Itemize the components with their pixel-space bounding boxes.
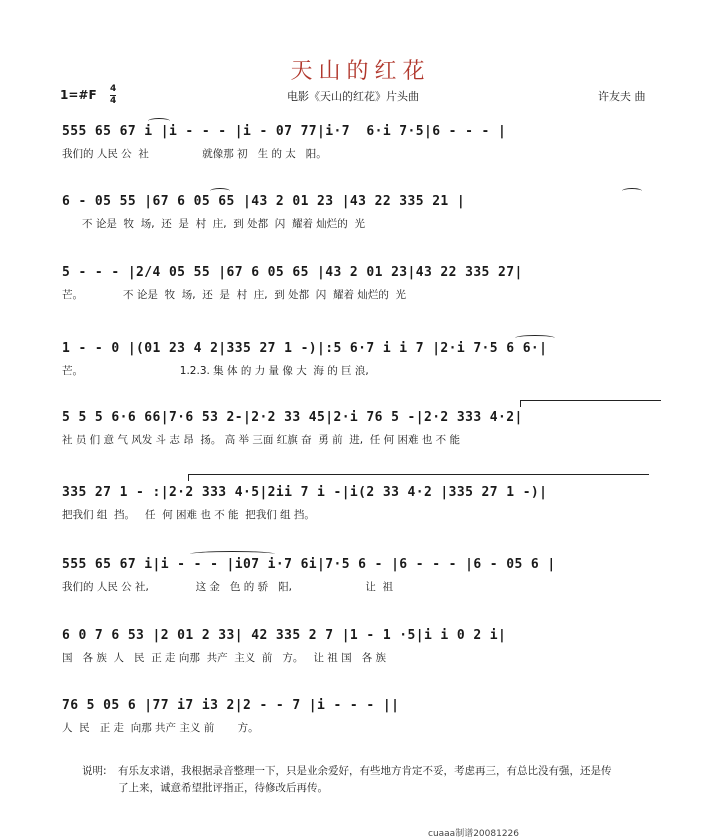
score-line-notes: 555 65 67 i|i - - - |i07 i·7 6i|7·5 6 - |6 - - - |6 - 05 6 |: [62, 557, 556, 572]
score-line: [62, 123, 662, 161]
footer-note: [82, 763, 618, 797]
score-line-lyrics: 我们的 人民 公 社, 这 金 色 的 骄 阳, 让 祖: [62, 581, 394, 593]
song-title: 天山的红花: [290, 59, 431, 84]
score-line-notes: 76 5 05 6 |77 i7 i3 2|2 - - 7 |i - - - ||: [62, 698, 400, 713]
score-line-notes: 1 - - 0 |(01 23 4 2|335 27 1 -)|:5 6·7 i i 7 |2·i 7·5 6 6·|: [62, 341, 548, 356]
time-signature-top: 4: [110, 84, 117, 94]
time-signature-bottom: 4: [110, 96, 117, 106]
subtitle: 电影《天山的红花》片头曲: [287, 90, 419, 103]
score-line-lyrics: 社 员 们 意 气 风发 斗 志 昂 扬。 高 举 三面 红旗 奋 勇 前 进, 任 何 困难 也 不 能: [62, 434, 460, 446]
slur: [515, 335, 555, 341]
score-line: [62, 697, 662, 735]
score-line: [62, 193, 662, 231]
volta-bracket: [188, 474, 649, 481]
score-line-notes: 555 65 67 i |i - - - |i - 07 77|i·7 6·i 7·5|6 - - - |: [62, 124, 507, 139]
score-line-lyrics: 人 民 正 走 向那 共产 主义 前 方。: [62, 722, 259, 734]
slur: [148, 118, 170, 124]
key-signature: 1=#F: [60, 88, 97, 102]
composer: 许友夫 曲: [598, 90, 646, 103]
score-line-notes: 6 0 7 6 53 |2 01 2 33| 42 335 2 7 |1 - 1 ·5|i i 0 2 i|: [62, 628, 507, 643]
score-line: [62, 264, 662, 302]
score-line: [62, 627, 662, 665]
time-signature: [110, 85, 116, 106]
score-line-lyrics: 国 各 族 人 民 正 走 向那 共产 主义 前 方。 让 祖 国 各 族: [62, 652, 386, 664]
footer-note-label: 说明:: [82, 765, 107, 777]
score-line-lyrics: 把我们 组 挡。 任 何 困难 也 不 能 把我们 组 挡。: [62, 509, 315, 521]
watermark: cuaaa制谱20081226: [428, 829, 520, 839]
score-line-notes: 6 - 05 55 |67 6 05 65 |43 2 01 23 |43 22 335 21 |: [62, 194, 466, 209]
score-line: [62, 340, 662, 378]
score-line: [62, 409, 662, 447]
score-line-lyrics: 我们的 人民 公 社 就像那 初 生 的 太 阳。: [62, 148, 327, 160]
score-line-lyrics: 芒。 1.2.3. 集 体 的 力 量 像 大 海 的 巨 浪,: [62, 365, 369, 377]
score-line: [62, 484, 662, 522]
slur: [622, 188, 642, 194]
slur: [210, 188, 230, 194]
score-line-lyrics: 不 论是 牧 场, 还 是 村 庄, 到 处都 闪 耀着 灿烂的 光: [62, 218, 365, 230]
score-line-notes: 335 27 1 - :|2·2 333 4·5|2ii 7 i -|i(2 33 4·2 |335 27 1 -)|: [62, 485, 548, 500]
score-line: [62, 556, 662, 594]
score-line-lyrics: 芒。 不 论是 牧 场, 还 是 村 庄, 到 处都 闪 耀着 灿烂的 光: [62, 289, 406, 301]
volta-bracket: [520, 400, 661, 407]
footer-note-body: 有乐友求谱，我根据录音整理一下，只是业余爱好，有些地方肯定不妥，考虑再三，有总比没有强，还是传了上来，诚意希望批评指正，待修改后再传。: [118, 765, 612, 794]
score-line-notes: 5 5 5 6·6 66|7·6 53 2-|2·2 33 45|2·i 76 5 -|2·2 333 4·2|: [62, 410, 523, 425]
slur: [190, 551, 275, 557]
score-line-notes: 5 - - - |2/4 05 55 |67 6 05 65 |43 2 01 23|43 22 335 27|: [62, 265, 523, 280]
